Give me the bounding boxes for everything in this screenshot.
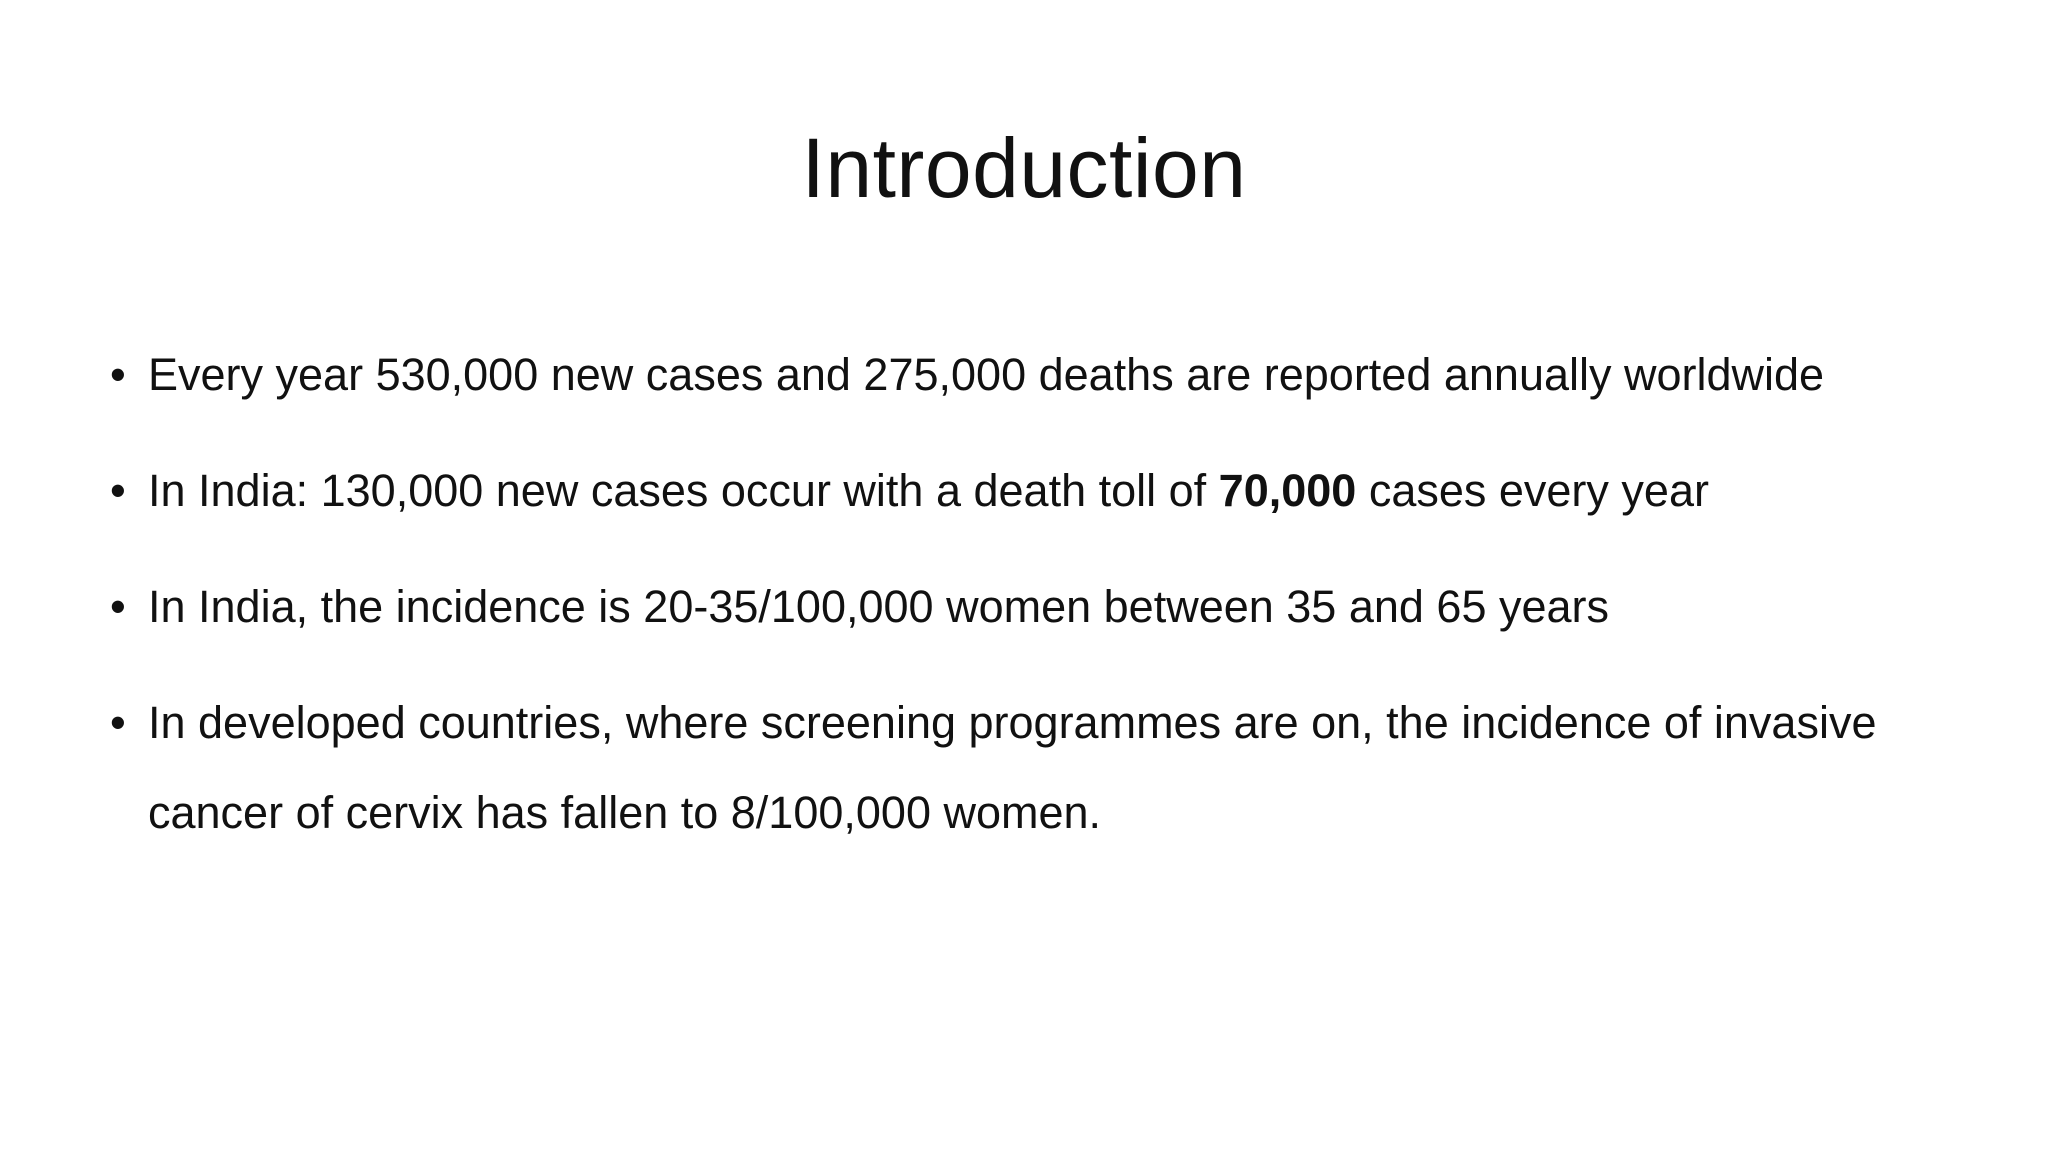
bullet-dot-icon: • [110, 349, 126, 400]
bullet-text-bold: 70,000 [1218, 465, 1357, 516]
bullet-dot-icon: • [110, 465, 126, 516]
slide-title: Introduction [801, 121, 1247, 215]
bullet-text-before: In India: 130,000 new cases occur with a death toll of [148, 465, 1219, 516]
bullet-text: Every year 530,000 new cases and 275,000 deaths are reported annually worldwide [148, 349, 1825, 400]
bullet-text-after: cases every year [1356, 465, 1709, 516]
bullet-text: In developed countries, where screening programmes are on, the incidence of invasive cancer of cervix has fallen to 8/100,000 women. [148, 697, 1877, 838]
bullet-dot-icon: • [110, 697, 126, 748]
bullet-item-1 [110, 330, 1970, 420]
bullet-item-3 [110, 562, 1970, 652]
bullet-dot-icon: • [110, 581, 126, 632]
bullet-item-4 [110, 678, 1878, 858]
bullet-text: In India, the incidence is 20-35/100,000 women between 35 and 65 years [148, 581, 1610, 632]
bullet-list [110, 330, 1970, 884]
bullet-item-2 [110, 446, 1970, 536]
